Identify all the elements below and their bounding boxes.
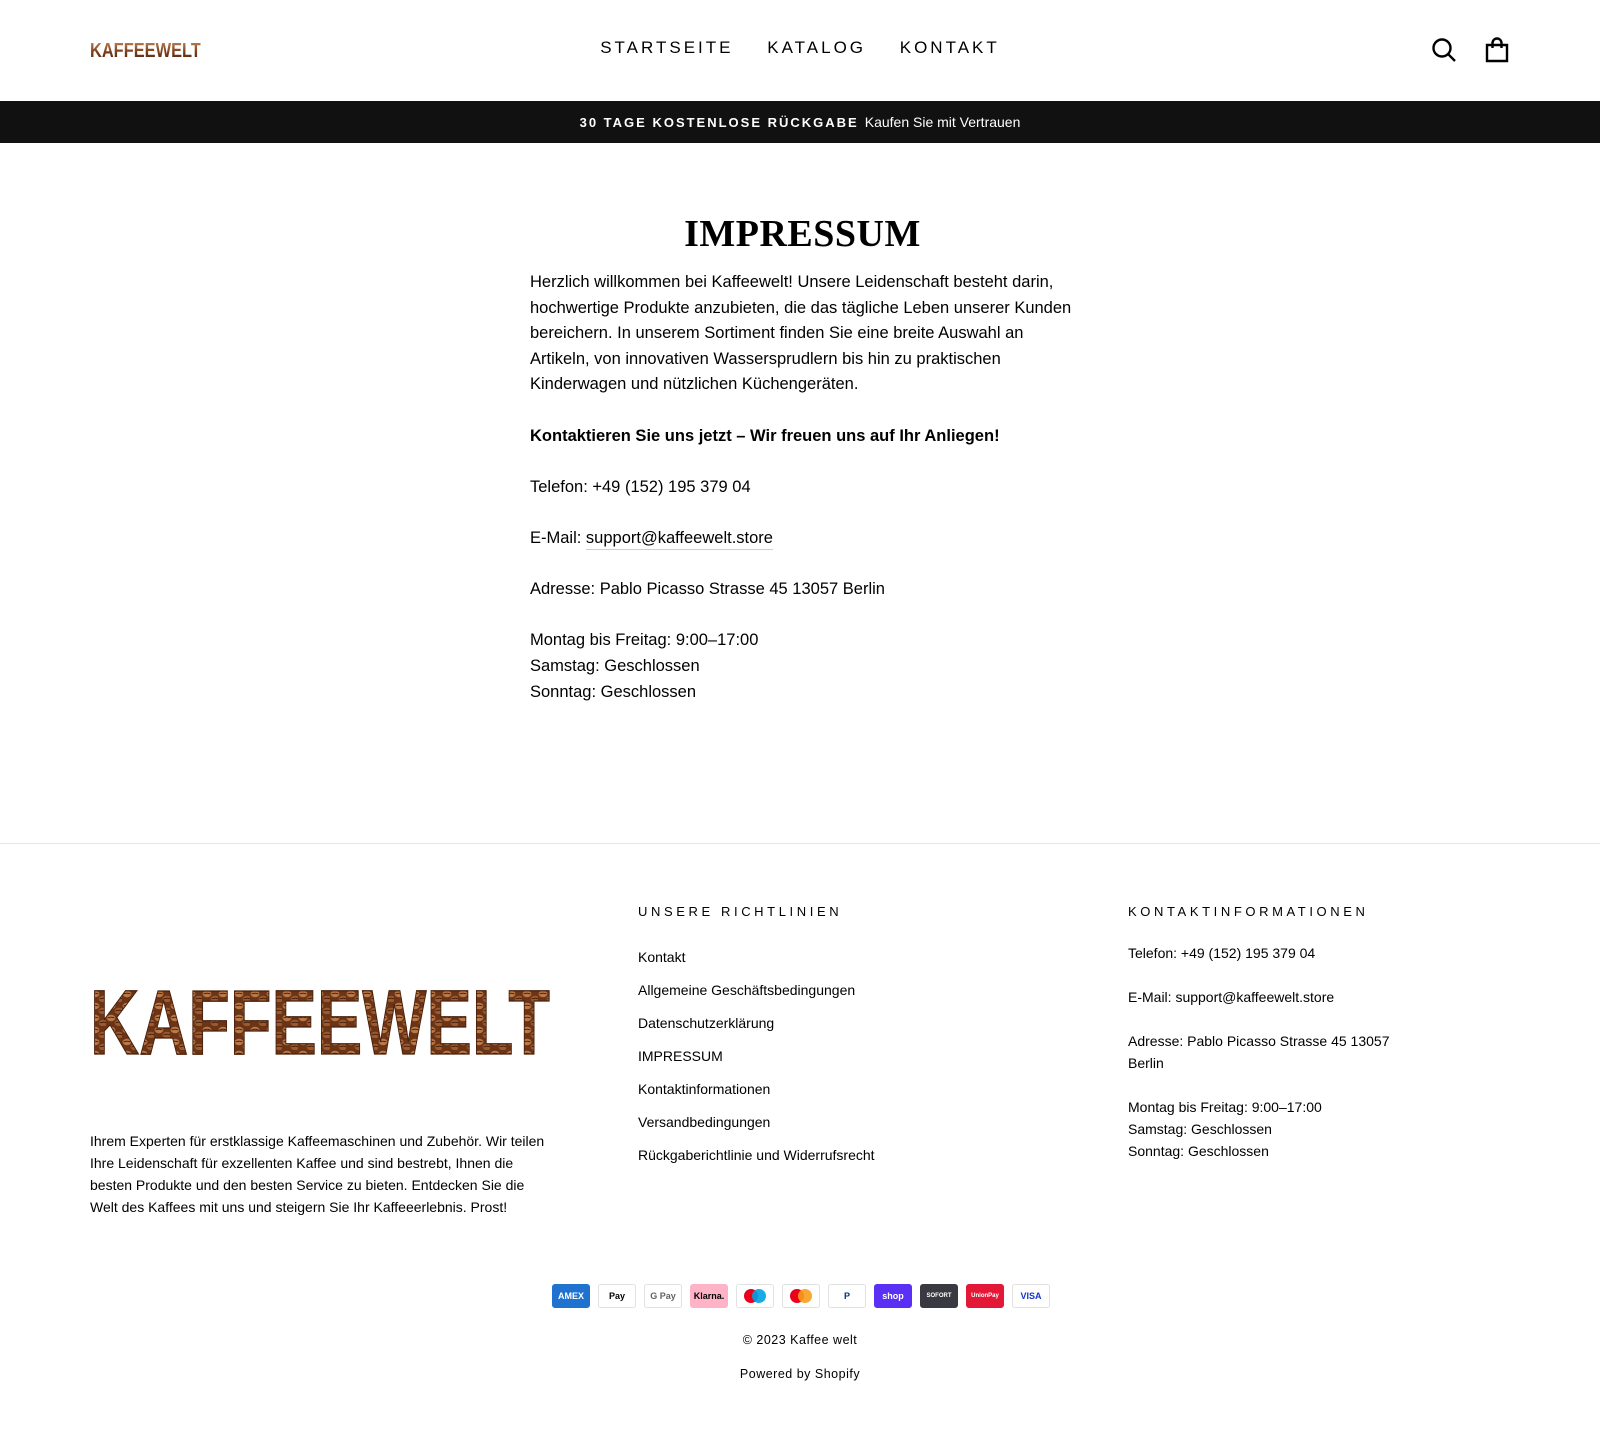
amex-icon: AMEX (552, 1284, 590, 1308)
powered-by (0, 1367, 1600, 1381)
visa-icon: VISA (1012, 1284, 1050, 1308)
site-header (0, 0, 1600, 101)
cart-icon[interactable] (1483, 36, 1511, 64)
policy-link[interactable]: Versandbedingungen (638, 1114, 771, 1130)
nav-startseite[interactable]: STARTSEITE (600, 38, 734, 57)
search-icon[interactable] (1430, 36, 1458, 64)
announcement-text: Kaufen Sie mit Vertrauen (864, 114, 1021, 130)
main-content (530, 212, 1075, 705)
footer-logo[interactable] (90, 978, 552, 1062)
policies-list (638, 946, 875, 1177)
google-pay-icon: G Pay (644, 1284, 682, 1308)
powered-by-link[interactable]: Powered by Shopify (739, 1367, 861, 1381)
contact-cta: Kontaktieren Sie uns jetzt – Wir freuen uns auf Ihr Anliegen! (530, 426, 1000, 445)
logo-text: KAFFEEWELT (90, 40, 201, 62)
apple-pay-icon: Pay (598, 1284, 636, 1308)
footer-hours-saturday: Samstag: Geschlossen (1128, 1121, 1272, 1137)
footer-address: Adresse: Pablo Picasso Strasse 45 13057 Berlin (1128, 1033, 1390, 1071)
policy-link[interactable]: Kontaktinformationen (638, 1081, 771, 1097)
hours-block (530, 628, 1075, 705)
footer-hours (1128, 1096, 1428, 1162)
unionpay-icon: UnionPay (966, 1284, 1004, 1308)
footer-email: E-Mail: support@kaffeewelt.store (1128, 989, 1335, 1005)
page-title: IMPRESSUM (684, 213, 921, 255)
paypal-icon: P (828, 1284, 866, 1308)
contact-title: KONTAKTINFORMATIONEN (1128, 904, 1369, 919)
nav-katalog[interactable]: KATALOG (767, 38, 867, 57)
policy-link[interactable]: Allgemeine Geschäftsbedingungen (638, 982, 856, 998)
sofort-icon: SOFORT (920, 1284, 958, 1308)
footer-hours-weekdays: Montag bis Freitag: 9:00–17:00 (1128, 1099, 1322, 1115)
policy-link[interactable]: IMPRESSUM (638, 1048, 723, 1064)
footer-about: Ihrem Experten für erstklassige Kaffeemaschinen und Zubehör. Wir teilen Ihre Leidenschaft für exzellenten Kaffee und sind bestrebt, Ihnen die besten Produkte und den besten Service zu bieten. Entdecken Sie die Welt des Kaffees mit uns und steigern Sie Ihr Kaffeeerlebnis. Prost! (90, 1133, 545, 1215)
footer-logo-text: KAFFEEWELT (90, 978, 550, 1062)
policies-title: UNSERE RICHTLINIEN (638, 904, 843, 919)
policy-link[interactable]: Datenschutzerklärung (638, 1015, 775, 1031)
footer-hours-sunday: Sonntag: Geschlossen (1128, 1143, 1269, 1159)
hours-weekdays: Montag bis Freitag: 9:00–17:00 (530, 631, 759, 650)
intro-text: Herzlich willkommen bei Kaffeewelt! Unsere Leidenschaft besteht darin, hochwertige Produkte anzubieten, die das tägliche Leben unserer Kunden bereichern. In unserem Sortiment finden Sie eine breite Auswahl an Artikeln, von innovativen Wassersprudlern bis hin zu praktischen Kinderwagen und nützlichen Küchengeräten. (530, 273, 1072, 394)
shop-pay-icon: shop (874, 1284, 912, 1308)
policy-link[interactable]: Rückgaberichtlinie und Widerrufsrecht (638, 1147, 875, 1163)
main-nav (0, 38, 1600, 58)
email-label: E-Mail: (530, 528, 586, 547)
footer-phone: Telefon: +49 (152) 195 379 04 (1128, 945, 1316, 961)
address-text: Adresse: Pablo Picasso Strasse 45 13057 Berlin (530, 580, 885, 599)
nav-kontakt[interactable]: KONTAKT (899, 38, 1000, 57)
maestro-icon (736, 1284, 774, 1308)
mastercard-icon (782, 1284, 820, 1308)
footer-contact (1128, 942, 1428, 1162)
announcement-strong: 30 TAGE KOSTENLOSE RÜCKGABE (579, 115, 859, 130)
copyright: © 2023 Kaffee welt (742, 1333, 858, 1347)
announcement-bar (0, 101, 1600, 143)
policy-link[interactable]: Kontakt (638, 949, 686, 965)
hours-saturday: Samstag: Geschlossen (530, 656, 700, 675)
email-link[interactable]: support@kaffeewelt.store (586, 529, 773, 550)
footer-divider (0, 843, 1600, 844)
hours-sunday: Sonntag: Geschlossen (530, 682, 697, 701)
phone-text: Telefon: +49 (152) 195 379 04 (530, 477, 751, 496)
payment-icons (552, 1284, 1050, 1308)
klarna-icon: Klarna. (690, 1284, 728, 1308)
email-line (530, 526, 1075, 552)
